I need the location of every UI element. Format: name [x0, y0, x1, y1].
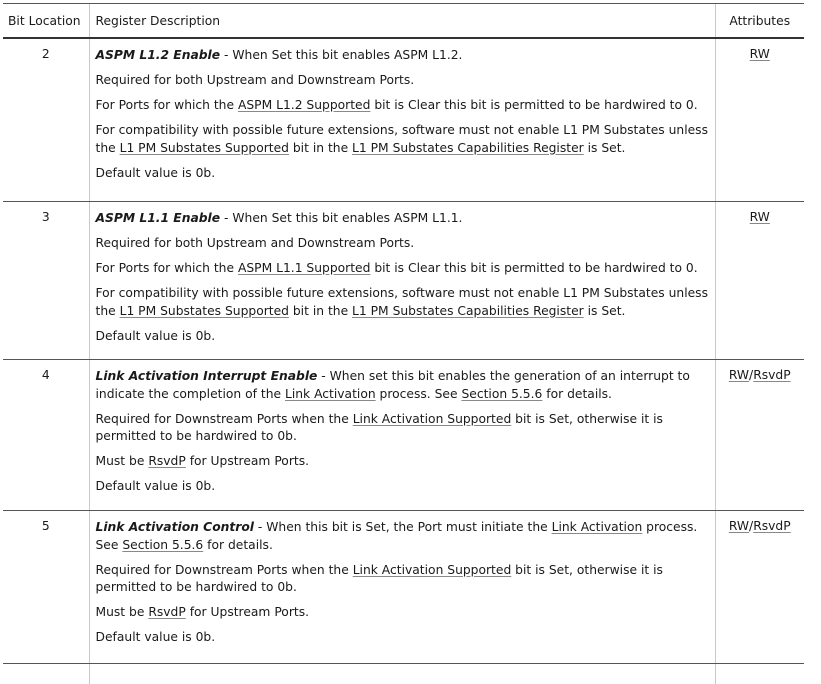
description-text: Required for both Upstream and Downstream Ports. — [96, 73, 415, 87]
description-text: For Ports for which the — [96, 98, 238, 112]
bit-location-cell: 4 — [3, 360, 89, 511]
description-paragraph — [96, 122, 709, 157]
description-text: - When Set this bit enables ASPM L1.2. — [220, 48, 462, 62]
table-row — [3, 38, 804, 202]
description-text: For Ports for which the — [96, 261, 238, 275]
description-text: Default value is 0b. — [96, 630, 216, 644]
field-name: ASPM L1.1 Enable — [96, 211, 221, 225]
description-text: is Set. — [584, 141, 626, 155]
attribute-link[interactable]: RW — [729, 368, 749, 382]
description-text: - When set this bit enables the generation of an interrupt to indicate the completion of the — [96, 369, 690, 401]
description-paragraph — [96, 328, 709, 346]
description-paragraph — [96, 453, 709, 471]
attribute-link[interactable]: RsvdP — [753, 519, 790, 533]
description-text: Must be — [96, 605, 149, 619]
description-paragraph — [96, 629, 709, 647]
table-row-partial — [3, 664, 804, 684]
description-paragraph — [96, 368, 709, 403]
description-cell — [89, 511, 715, 664]
description-paragraph — [96, 72, 709, 90]
header-bit-location: Bit Location — [3, 4, 89, 39]
description-text: bit is Set, otherwise it is permitted to be hardwired to 0b. — [96, 563, 663, 595]
description-cell — [89, 202, 715, 360]
cross-reference-link[interactable]: Section 5.5.6 — [461, 387, 542, 401]
description-text: Default value is 0b. — [96, 329, 216, 343]
attribute-link[interactable]: RW — [729, 519, 749, 533]
attributes-cell — [715, 38, 804, 202]
attributes-cell — [715, 202, 804, 360]
description-paragraph — [96, 478, 709, 496]
bit-location-cell: 3 — [3, 202, 89, 360]
description-text: For compatibility with possible future extensions, software must not enable L1 PM Substates unless the — [96, 123, 708, 155]
description-paragraph — [96, 165, 709, 183]
description-text: Must be — [96, 454, 149, 468]
description-text: process. See — [376, 387, 462, 401]
description-cell — [89, 664, 715, 684]
description-text: bit is Clear this bit is permitted to be hardwired to 0. — [370, 98, 697, 112]
attribute-separator: / — [749, 519, 753, 533]
description-text: for details. — [542, 387, 612, 401]
description-paragraph — [96, 235, 709, 253]
cross-reference-link[interactable]: L1 PM Substates Supported — [120, 141, 289, 155]
description-text: Required for Downstream Ports when the — [96, 563, 353, 577]
description-paragraph — [96, 519, 709, 554]
description-text: Required for both Upstream and Downstream Ports. — [96, 236, 415, 250]
cross-reference-link[interactable]: Link Activation Supported — [353, 412, 512, 426]
table-row — [3, 511, 804, 664]
header-attributes: Attributes — [715, 4, 804, 39]
attribute-link[interactable]: RW — [750, 47, 770, 61]
description-text: bit is Clear this bit is permitted to be hardwired to 0. — [370, 261, 697, 275]
description-paragraph — [96, 97, 709, 115]
cross-reference-link[interactable]: ASPM L1.1 Supported — [238, 261, 370, 275]
field-name: ASPM L1.2 Enable — [96, 48, 221, 62]
bit-location-cell: 2 — [3, 38, 89, 202]
description-text: For compatibility with possible future extensions, software must not enable L1 PM Substates unless the — [96, 286, 708, 318]
cross-reference-link[interactable]: RsvdP — [148, 454, 185, 468]
attribute-separator: / — [749, 368, 753, 382]
description-paragraph — [96, 562, 709, 597]
cross-reference-link[interactable]: L1 PM Substates Supported — [120, 304, 289, 318]
cross-reference-link[interactable]: Section 5.5.6 — [122, 538, 203, 552]
description-text: Default value is 0b. — [96, 479, 216, 493]
attributes-cell — [715, 360, 804, 511]
description-text: bit in the — [289, 141, 352, 155]
attributes-cell — [715, 664, 804, 684]
attributes-cell — [715, 511, 804, 664]
cross-reference-link[interactable]: L1 PM Substates Capabilities Register — [352, 141, 584, 155]
description-text: Default value is 0b. — [96, 166, 216, 180]
field-name: Link Activation Interrupt Enable — [96, 369, 318, 383]
register-table — [3, 3, 804, 684]
description-text: bit is Set, otherwise it is permitted to be hardwired to 0b. — [96, 412, 663, 444]
description-text: - When this bit is Set, the Port must initiate the — [254, 520, 552, 534]
cross-reference-link[interactable]: ASPM L1.2 Supported — [238, 98, 370, 112]
cross-reference-link[interactable]: Link Activation — [552, 520, 643, 534]
cross-reference-link[interactable]: Link Activation — [285, 387, 376, 401]
description-cell — [89, 38, 715, 202]
header-register-description: Register Description — [89, 4, 715, 39]
description-text: for Upstream Ports. — [186, 605, 309, 619]
description-cell — [89, 360, 715, 511]
bit-location-cell — [3, 664, 89, 684]
description-paragraph — [96, 260, 709, 278]
cross-reference-link[interactable]: Link Activation Supported — [353, 563, 512, 577]
field-name: Link Activation Control — [96, 520, 255, 534]
table-header-row — [3, 4, 804, 39]
cross-reference-link[interactable]: L1 PM Substates Capabilities Register — [352, 304, 584, 318]
description-text: - When Set this bit enables ASPM L1.1. — [220, 211, 462, 225]
bit-location-cell: 5 — [3, 511, 89, 664]
description-text: Required for Downstream Ports when the — [96, 412, 353, 426]
description-paragraph — [96, 411, 709, 446]
description-paragraph — [96, 210, 709, 228]
table-row — [3, 202, 804, 360]
attribute-link[interactable]: RsvdP — [753, 368, 790, 382]
cross-reference-link[interactable]: RsvdP — [148, 605, 185, 619]
table-row — [3, 360, 804, 511]
description-paragraph — [96, 285, 709, 320]
description-text: bit in the — [289, 304, 352, 318]
description-paragraph — [96, 604, 709, 622]
attribute-link[interactable]: RW — [750, 210, 770, 224]
description-text: is Set. — [584, 304, 626, 318]
description-text: for Upstream Ports. — [186, 454, 309, 468]
description-text: for details. — [203, 538, 273, 552]
description-paragraph — [96, 47, 709, 65]
description-text: process. See — [96, 520, 698, 552]
